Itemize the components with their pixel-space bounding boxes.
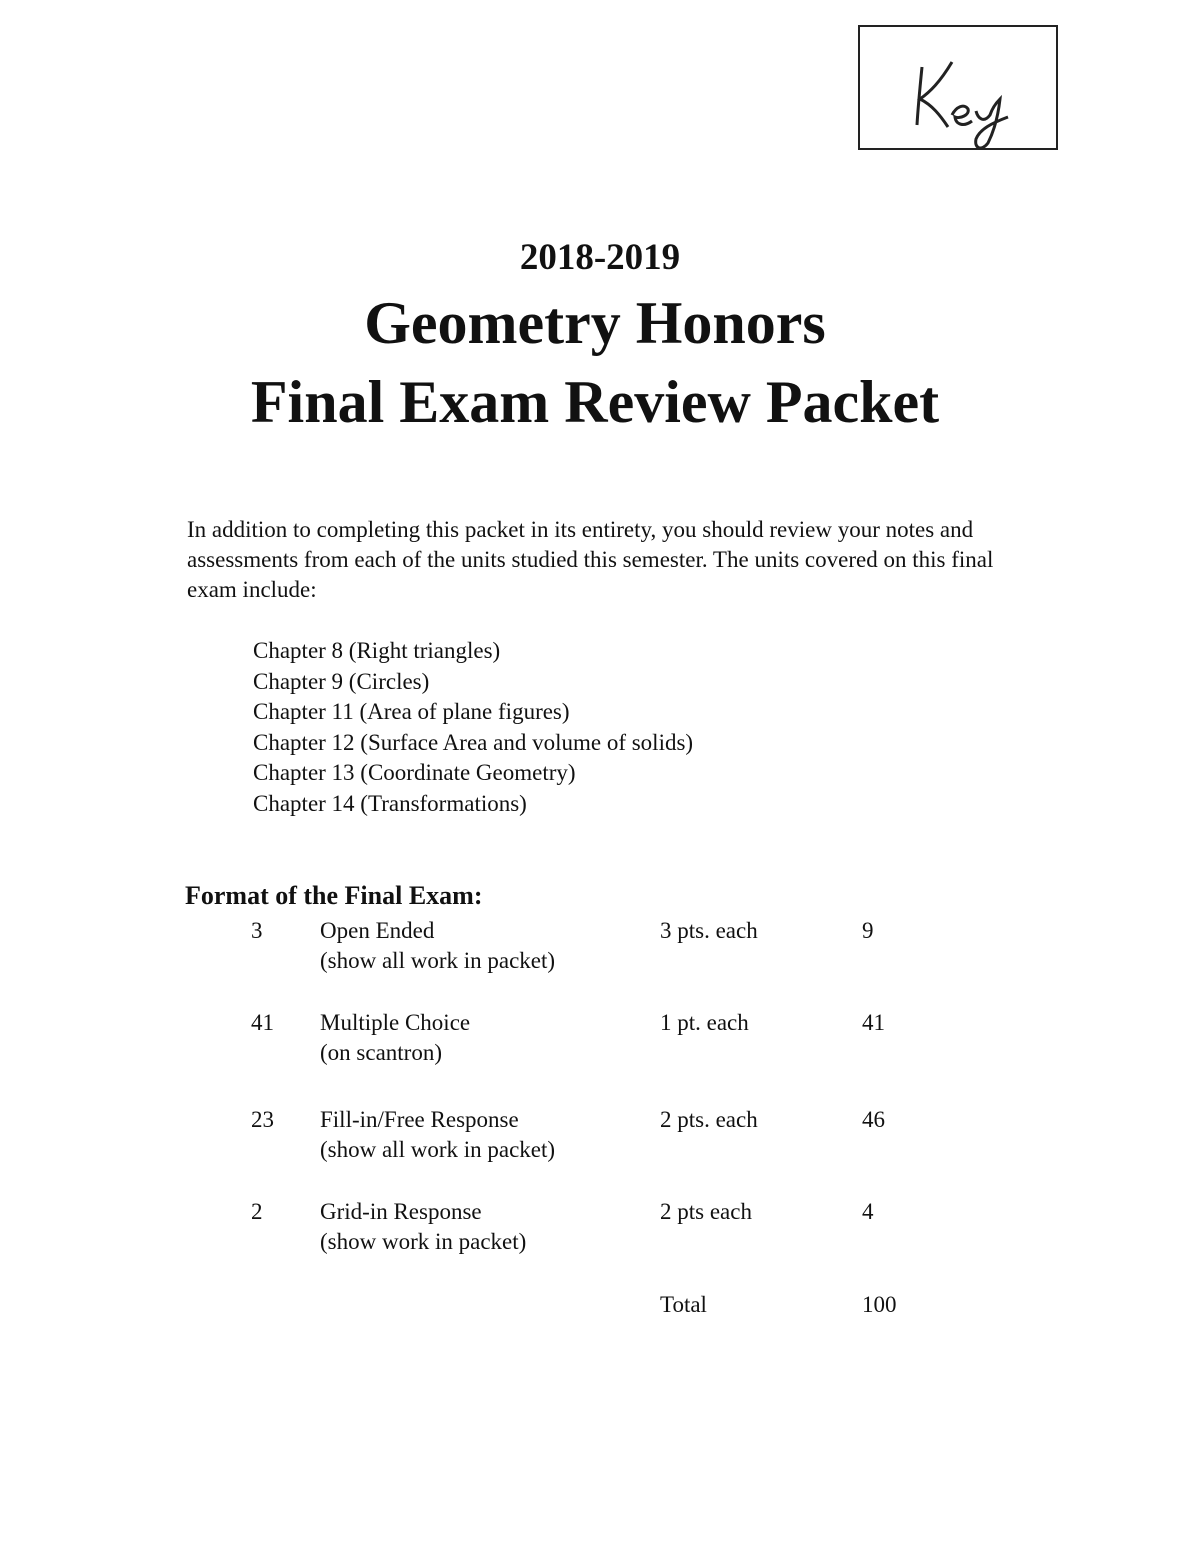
- answer-key-stamp: [858, 25, 1058, 150]
- points-each: 2 pts each: [660, 1199, 752, 1224]
- question-type: [320, 1197, 526, 1257]
- chapter-item: Chapter 11 (Area of plane figures): [253, 699, 570, 724]
- handwritten-key-signature: [860, 27, 1060, 152]
- row-total: 41: [862, 1010, 885, 1035]
- question-type-note: (show all work in packet): [320, 948, 556, 973]
- row-total: 46: [862, 1107, 885, 1132]
- question-type-note: (show all work in packet): [320, 1137, 556, 1162]
- chapter-item: Chapter 9 (Circles): [253, 668, 430, 694]
- format-heading: Format of the Final Exam:: [185, 881, 483, 910]
- question-type: [320, 1105, 555, 1165]
- question-type: [320, 1008, 470, 1068]
- question-type-label: Open Ended: [320, 918, 435, 943]
- grand-total: 100: [862, 1292, 897, 1317]
- question-count: 2: [251, 1199, 263, 1224]
- row-total: 4: [862, 1199, 874, 1224]
- chapter-item: Chapter 13 (Coordinate Geometry): [253, 760, 576, 785]
- chapter-item: Chapter 14 (Transformations): [253, 790, 527, 816]
- question-count: 3: [251, 918, 263, 943]
- points-each: 2 pts. each: [660, 1107, 758, 1132]
- points-each: 3 pts. each: [660, 918, 758, 943]
- chapter-item: Chapter 8 (Right triangles): [253, 638, 501, 663]
- question-type-label: Multiple Choice: [320, 1010, 471, 1035]
- total-label: Total: [660, 1292, 707, 1317]
- question-type-label: Grid-in Response: [320, 1199, 482, 1224]
- question-type-label: Fill-in/Free Response: [320, 1107, 519, 1132]
- question-type-note: (on scantron): [320, 1040, 442, 1065]
- chapter-list: [253, 636, 693, 819]
- points-each: 1 pt. each: [660, 1010, 749, 1035]
- course-title: Geometry Honors: [364, 290, 826, 356]
- packet-title: Final Exam Review Packet: [250, 369, 940, 435]
- chapter-item: Chapter 12 (Surface Area and volume of solids): [253, 729, 694, 755]
- intro-paragraph: In addition to completing this packet in its entirety, you should review your notes and assessments from each of the units studied this semester. The units covered on this final exam include:: [187, 517, 994, 602]
- question-type: [320, 916, 555, 976]
- question-count: 23: [251, 1107, 274, 1132]
- question-type-note: (show work in packet): [320, 1229, 527, 1254]
- row-total: 9: [862, 918, 874, 943]
- question-count: 41: [251, 1010, 274, 1035]
- school-year: 2018-2019: [519, 237, 681, 278]
